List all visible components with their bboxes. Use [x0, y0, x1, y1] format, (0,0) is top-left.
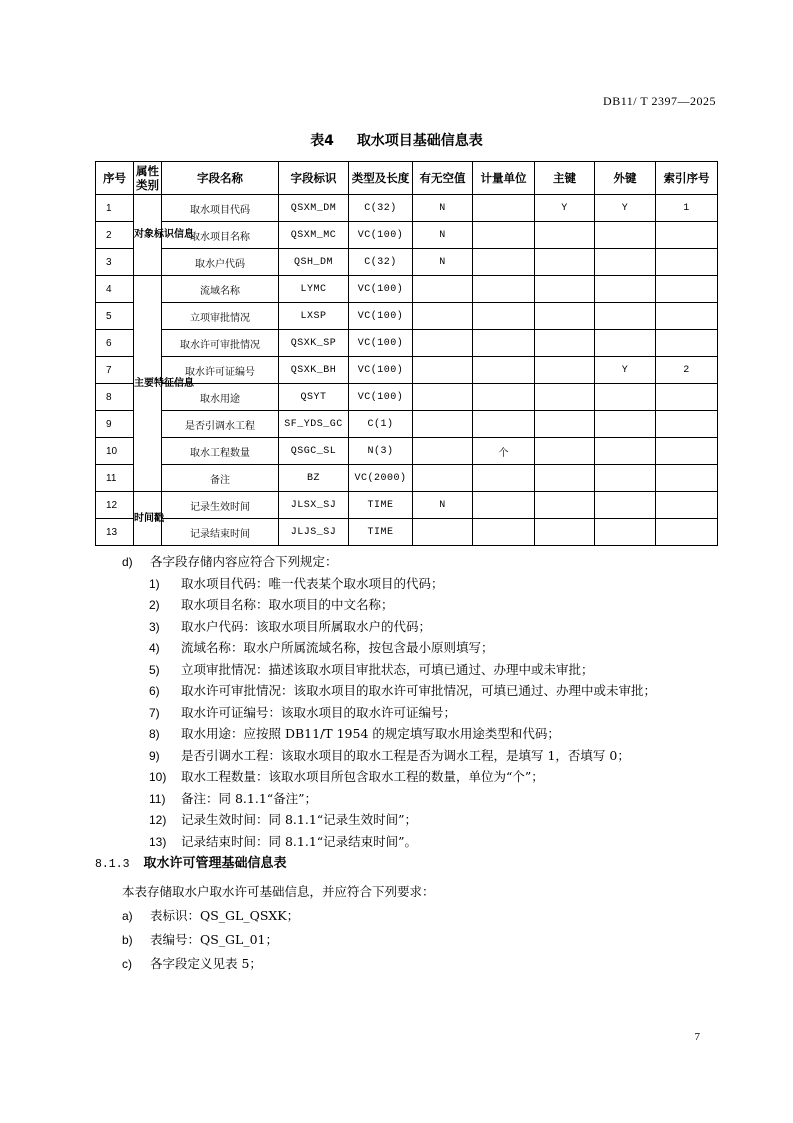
header-type-length: 类型及长度	[349, 162, 413, 195]
cell-index: 1	[656, 195, 718, 222]
list-label: 12)	[149, 813, 167, 827]
cell-field-id: JLJS_SJ	[279, 519, 349, 546]
header-nullable: 有无空值	[413, 162, 473, 195]
cell-primary-key	[535, 303, 595, 330]
cell-unit	[473, 465, 535, 492]
cell-type: C(32)	[349, 195, 413, 222]
cell-unit	[473, 249, 535, 276]
cell-foreign-key	[595, 249, 656, 276]
cell-field-id: QSXM_DM	[279, 195, 349, 222]
cell-foreign-key	[595, 438, 656, 465]
list-item	[149, 681, 656, 699]
cell-primary-key	[535, 357, 595, 384]
cell-primary-key	[535, 276, 595, 303]
cell-field-name: 取水用途	[162, 384, 279, 411]
list-label: 2)	[149, 598, 160, 612]
list-item-text: 流域名称：取水户所属流域名称，按包含最小原则填写；	[181, 640, 494, 655]
cell-primary-key	[535, 438, 595, 465]
table-row	[96, 438, 718, 465]
cell-primary-key	[535, 465, 595, 492]
cell-field-id: BZ	[279, 465, 349, 492]
page-number: 7	[694, 1031, 700, 1043]
table-caption-title: 取水项目基础信息表	[356, 133, 483, 149]
cell-type: N(3)	[349, 438, 413, 465]
cell-nullable: N	[413, 492, 473, 519]
list-label: 6)	[149, 684, 160, 698]
table-row	[96, 195, 718, 222]
table-row	[96, 330, 718, 357]
list-label: d)	[122, 555, 133, 569]
list-item	[149, 746, 630, 764]
cell-field-name: 取水项目代码	[162, 195, 279, 222]
notes-intro	[122, 552, 338, 570]
cell-foreign-key	[595, 303, 656, 330]
cell-index	[656, 438, 718, 465]
cell-seq: 10	[96, 438, 134, 465]
cell-index	[656, 492, 718, 519]
header-field-id: 字段标识	[279, 162, 349, 195]
cell-unit	[473, 222, 535, 249]
table-row	[96, 465, 718, 492]
cell-index	[656, 411, 718, 438]
cell-field-id: SF_YDS_GC	[279, 411, 349, 438]
cell-unit	[473, 276, 535, 303]
cell-field-id: QSH_DM	[279, 249, 349, 276]
cell-index: 2	[656, 357, 718, 384]
cell-nullable	[413, 276, 473, 303]
list-label: 7)	[149, 705, 160, 720]
cell-index	[656, 465, 718, 492]
cell-primary-key	[535, 330, 595, 357]
category-main-features: 主要特征信息	[134, 276, 162, 492]
list-label: 4)	[149, 641, 160, 655]
list-label: c)	[122, 957, 132, 971]
cell-nullable	[413, 303, 473, 330]
cell-type: VC(100)	[349, 384, 413, 411]
list-label: a)	[122, 909, 133, 923]
list-item-text: 取水户代码：该取水项目所属取水户的代码；	[181, 618, 432, 634]
cell-field-id: LYMC	[279, 276, 349, 303]
list-item-text: 取水项目名称：取水项目的中文名称；	[181, 597, 394, 612]
list-item	[149, 574, 444, 592]
cell-nullable: N	[413, 249, 473, 276]
cell-type: C(32)	[349, 249, 413, 276]
cell-field-id: JLSX_SJ	[279, 492, 349, 519]
list-item-text: 是否引调水工程：该取水项目的取水工程是否为调水工程，是填写 1，否填写 0；	[181, 747, 630, 763]
cell-unit	[473, 195, 535, 222]
header-primary-key: 主键	[535, 162, 595, 195]
table-row	[96, 249, 718, 276]
list-item	[149, 789, 317, 807]
cell-seq: 9	[96, 411, 134, 438]
list-item	[149, 595, 394, 613]
cell-seq: 4	[96, 276, 134, 303]
cell-type: VC(100)	[349, 303, 413, 330]
cell-foreign-key	[595, 384, 656, 411]
cell-index	[656, 384, 718, 411]
list-label: 13)	[149, 834, 167, 849]
cell-field-name: 取水项目名称	[162, 222, 279, 249]
cell-foreign-key: Y	[595, 357, 656, 384]
cell-index	[656, 519, 718, 546]
cell-foreign-key	[595, 276, 656, 303]
cell-unit: 个	[473, 438, 535, 465]
cell-primary-key	[535, 411, 595, 438]
cell-primary-key	[535, 519, 595, 546]
table-row	[96, 492, 718, 519]
list-item-text: 备注：同 8.1.1“备注”；	[181, 790, 318, 806]
list-item-text: 表编号：QS_GL_01；	[150, 932, 279, 947]
cell-type: TIME	[349, 519, 413, 546]
notes-intro-text: 各字段存储内容应符合下列规定：	[150, 554, 338, 569]
cell-seq: 8	[96, 384, 134, 411]
cell-nullable	[413, 384, 473, 411]
cell-field-id: QSYT	[279, 384, 349, 411]
cell-field-id: QSXK_SP	[279, 330, 349, 357]
cell-nullable	[413, 519, 473, 546]
list-item	[122, 954, 262, 972]
cell-unit	[473, 411, 535, 438]
category-object-identity: 对象标识信息	[134, 195, 162, 276]
list-label: 9)	[149, 748, 160, 763]
list-item	[149, 724, 560, 742]
list-label: b)	[122, 933, 133, 947]
cell-field-name: 记录生效时间	[162, 492, 279, 519]
cell-primary-key	[535, 222, 595, 249]
cell-seq: 7	[96, 357, 134, 384]
cell-unit	[473, 519, 535, 546]
cell-index	[656, 330, 718, 357]
table-caption-number: 表4	[310, 133, 334, 149]
cell-field-name: 记录结束时间	[162, 519, 279, 546]
cell-field-name: 立项审批情况	[162, 303, 279, 330]
cell-unit	[473, 357, 535, 384]
cell-primary-key	[535, 249, 595, 276]
list-label: 11)	[149, 791, 166, 806]
cell-index	[656, 276, 718, 303]
table-row	[96, 519, 718, 546]
header-seq: 序号	[96, 162, 134, 195]
table-row	[96, 276, 718, 303]
list-label: 10)	[149, 770, 167, 784]
cell-field-name: 是否引调水工程	[162, 411, 279, 438]
cell-nullable: N	[413, 195, 473, 222]
cell-index	[656, 249, 718, 276]
cell-index	[656, 222, 718, 249]
list-item-text: 取水用途：应按照 DB11/T 1954 的规定填写取水用途类型和代码；	[181, 726, 560, 741]
cell-nullable	[413, 330, 473, 357]
cell-seq: 2	[96, 222, 134, 249]
list-item	[149, 832, 417, 850]
cell-foreign-key	[595, 465, 656, 492]
cell-field-id: LXSP	[279, 303, 349, 330]
cell-field-id: QSXK_BH	[279, 357, 349, 384]
cell-type: VC(100)	[349, 357, 413, 384]
cell-type: C(1)	[349, 411, 413, 438]
section-intro: 本表存储取水户取水许可基础信息，并应符合下列要求：	[122, 884, 435, 899]
cell-nullable	[413, 465, 473, 492]
list-item	[149, 767, 544, 785]
header-unit: 计量单位	[473, 162, 535, 195]
cell-seq: 12	[96, 492, 134, 519]
cell-foreign-key	[595, 492, 656, 519]
cell-field-id: QSGC_SL	[279, 438, 349, 465]
cell-seq: 3	[96, 249, 134, 276]
table-caption	[0, 130, 793, 150]
list-label: 3)	[149, 619, 160, 634]
cell-foreign-key	[595, 222, 656, 249]
cell-seq: 11	[96, 465, 134, 492]
cell-field-name: 流域名称	[162, 276, 279, 303]
list-item	[122, 930, 278, 948]
table-header-row	[96, 162, 718, 195]
cell-unit	[473, 303, 535, 330]
header-foreign-key: 外键	[595, 162, 656, 195]
cell-seq: 13	[96, 519, 134, 546]
cell-field-name: 取水许可证编号	[162, 357, 279, 384]
list-item	[149, 703, 456, 721]
cell-primary-key	[535, 492, 595, 519]
cell-primary-key: Y	[535, 195, 595, 222]
cell-field-name: 取水工程数量	[162, 438, 279, 465]
cell-index	[656, 303, 718, 330]
list-item-text: 各字段定义见表 5；	[150, 956, 262, 971]
cell-unit	[473, 330, 535, 357]
table-row	[96, 411, 718, 438]
cell-type: VC(100)	[349, 222, 413, 249]
list-item	[149, 660, 594, 678]
cell-seq: 1	[96, 195, 134, 222]
cell-field-name: 取水户代码	[162, 249, 279, 276]
cell-foreign-key	[595, 411, 656, 438]
cell-unit	[473, 492, 535, 519]
cell-field-id: QSXM_MC	[279, 222, 349, 249]
cell-seq: 6	[96, 330, 134, 357]
cell-seq: 5	[96, 303, 134, 330]
cell-field-name: 取水许可审批情况	[162, 330, 279, 357]
cell-nullable	[413, 438, 473, 465]
list-item-text: 取水工程数量：该取水项目所包含取水工程的数量，单位为“个”；	[181, 769, 544, 784]
cell-foreign-key: Y	[595, 195, 656, 222]
header-category: 属性类别	[134, 162, 162, 195]
list-item-text: 记录结束时间：同 8.1.1“记录结束时间”。	[181, 833, 418, 849]
list-item-text: 记录生效时间：同 8.1.1“记录生效时间”；	[181, 812, 418, 827]
list-item	[122, 906, 299, 924]
list-item-text: 取水许可审批情况：该取水项目的取水许可审批情况，可填已通过、办理中或未审批；	[181, 683, 657, 698]
list-item	[149, 810, 417, 828]
cell-unit	[473, 384, 535, 411]
list-item-text: 取水许可证编号：该取水项目的取水许可证编号；	[181, 704, 457, 720]
list-item-text: 取水项目代码：唯一代表某个取水项目的代码；	[181, 575, 444, 591]
section-number: 8.1.3	[95, 858, 130, 871]
section-title: 取水许可管理基础信息表	[143, 856, 287, 871]
list-label: 8)	[149, 727, 160, 741]
list-item	[149, 638, 494, 656]
table-row	[96, 303, 718, 330]
cell-nullable: N	[413, 222, 473, 249]
cell-primary-key	[535, 384, 595, 411]
document-code: DB11/ T 2397—2025	[603, 94, 716, 108]
cell-field-name: 备注	[162, 465, 279, 492]
list-item-text: 立项审批情况：描述该取水项目审批状态，可填已通过、办理中或未审批；	[181, 661, 594, 677]
cell-type: VC(100)	[349, 330, 413, 357]
header-index: 索引序号	[656, 162, 718, 195]
cell-foreign-key	[595, 330, 656, 357]
category-timestamp: 时间戳	[134, 492, 162, 546]
cell-foreign-key	[595, 519, 656, 546]
section-heading	[95, 852, 287, 871]
list-label: 1)	[149, 576, 160, 591]
cell-type: TIME	[349, 492, 413, 519]
list-item	[149, 617, 431, 635]
cell-nullable	[413, 357, 473, 384]
list-label: 5)	[149, 662, 160, 677]
cell-type: VC(2000)	[349, 465, 413, 492]
project-info-table	[95, 161, 718, 546]
cell-nullable	[413, 411, 473, 438]
list-item-text: 表标识：QS_GL_QSXK；	[150, 908, 300, 923]
header-field-name: 字段名称	[162, 162, 279, 195]
cell-type: VC(100)	[349, 276, 413, 303]
